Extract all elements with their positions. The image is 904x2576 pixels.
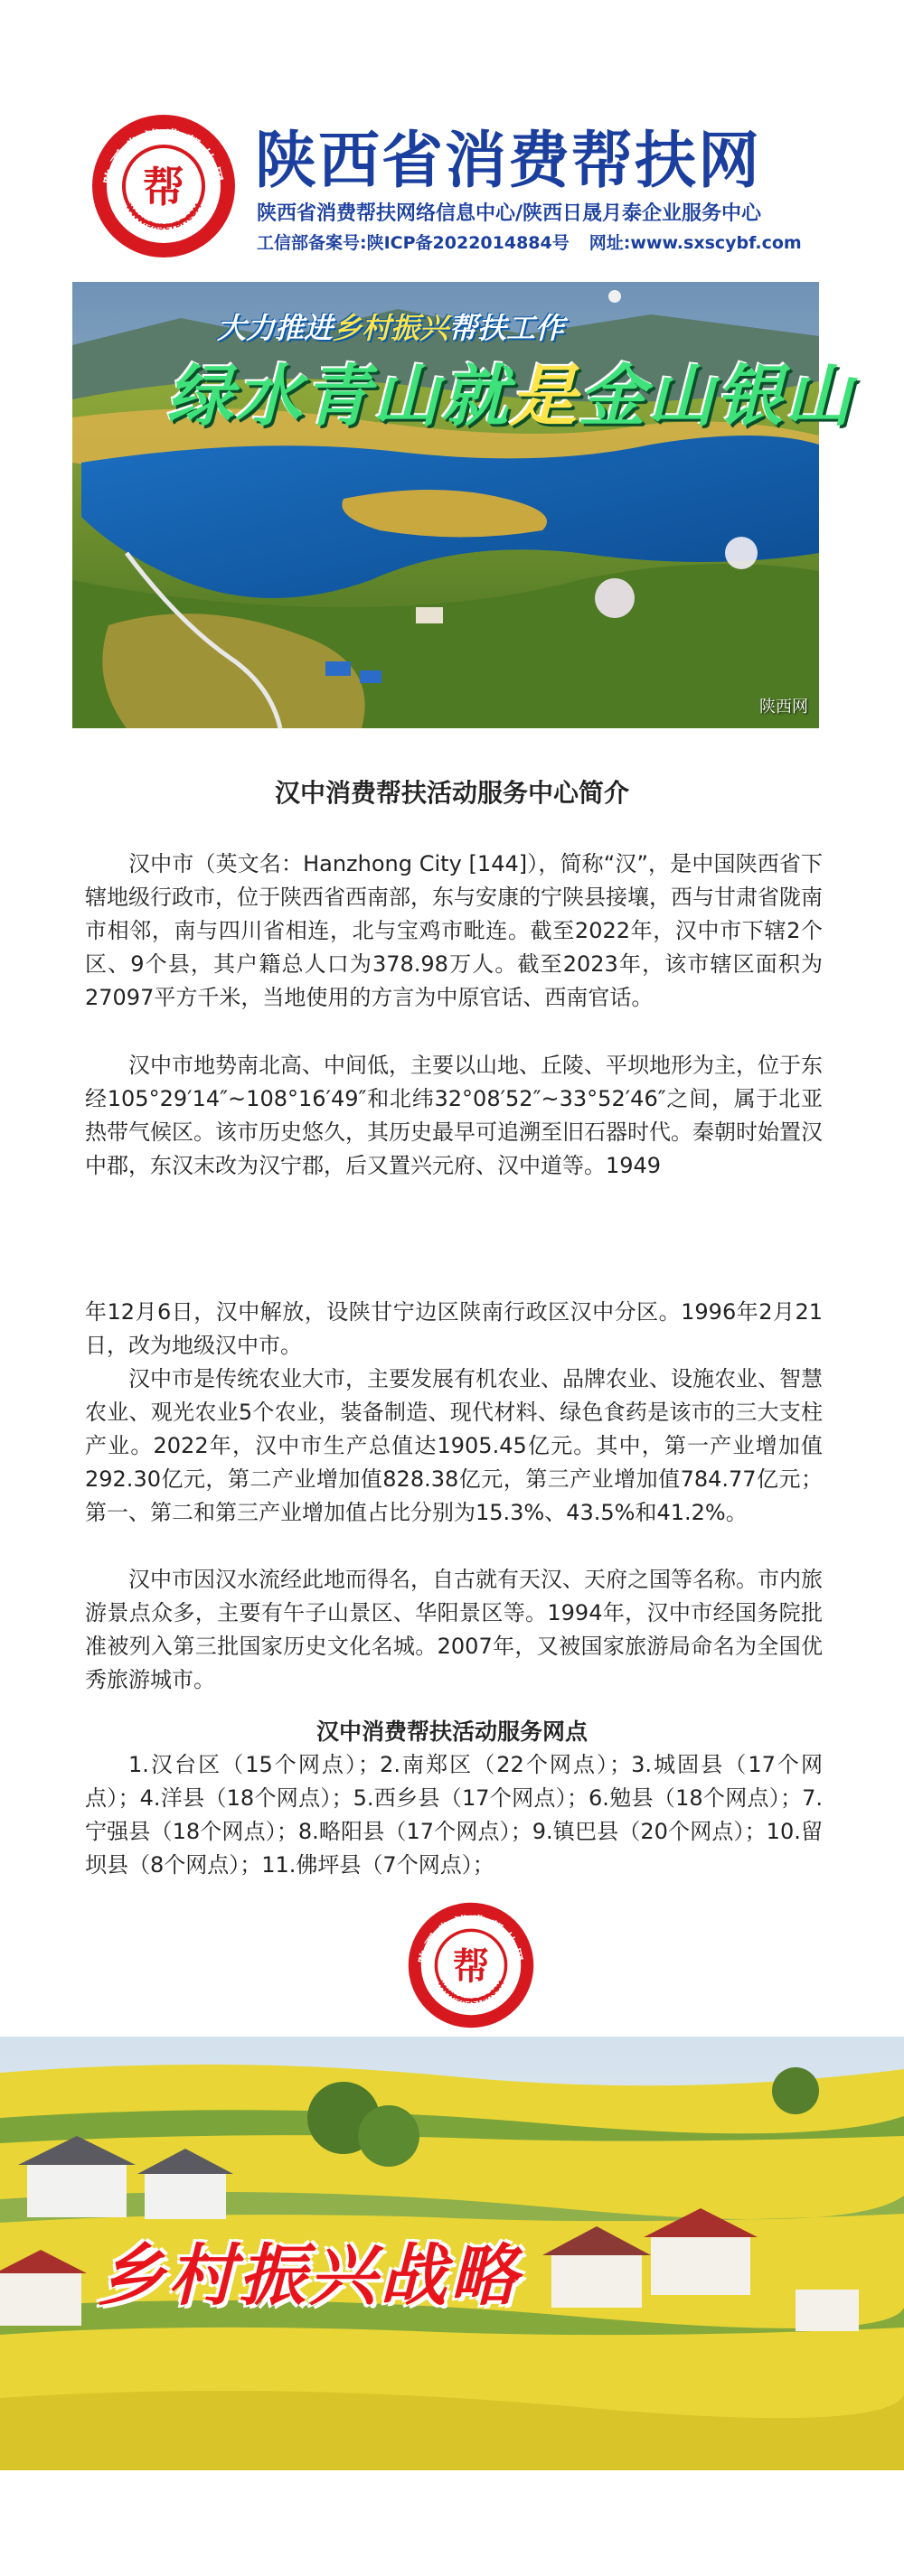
site-logo — [90, 113, 237, 259]
site-registration-line — [257, 229, 802, 254]
article-paragraph: 年12月6日，汉中解放，设陕甘宁边区陕南行政区汉中分区。1996年2月21日，改为地级汉中市。 — [85, 1299, 823, 1358]
footer-logo-center-char: 帮 — [452, 1944, 490, 1988]
website-link[interactable]: 网址:www.sxscybf.com — [589, 233, 802, 253]
banner-slogan-small — [217, 305, 564, 347]
logo-center-char: 帮 — [143, 163, 184, 211]
logo-ring-text: 陕西省消费帮扶网 — [101, 126, 226, 187]
article-paragraph: 汉中市是传统农业大市，主要发展有机农业、品牌农业、设施农业、智慧农业、观光农业5个农业，装备制造、现代材料、绿色食药是该市的三大支柱产业。2022年，汉中市生产总值达1905.45亿元。其中，第一产业增加值292.30亿元，第二产业增加值828.38亿元，第三产业增加值784.77亿元；第一、第二和第三产业增加值占比分别为15.3%、43.5%和41.2%。 — [85, 1366, 823, 1525]
logo-url-text: WWW.SXSCYBF.COM — [123, 202, 204, 233]
footer-slogan: 乡村振兴战略 — [98, 2237, 521, 2315]
banner-slogan-big-part1: 绿水青山就 — [166, 358, 510, 436]
site-subtitle: 陕西省消费帮扶网络信息中心/陕西日晟月泰企业服务中心 — [257, 202, 762, 225]
banner-slogan-big-highlight: 是 — [510, 358, 579, 436]
footer-logo-ring-text: 陕西省消费帮扶网 — [416, 1912, 526, 1966]
top-banner-image — [72, 282, 853, 728]
footer-logo — [407, 1901, 535, 2029]
outlets-heading: 汉中消费帮扶活动服务网点 — [315, 1719, 588, 1745]
article-paragraph: 汉中市地势南北高、中间低，主要以山地、丘陵、平坝地形为主，位于东经105°29′14″~108°16′49″和北纬32°08′52″~33°52′46″之间，属于北亚热带气候区。该市历史悠久，其历史最早可追溯至旧石器时代。秦朝时始置汉中郡，东汉末改为汉宁郡，后又置兴元府、汉中道等。1949 — [85, 1053, 823, 1178]
banner-slogan-small-highlight: 乡村振兴 — [333, 311, 449, 345]
banner-slogan-small-part1: 大力推进 — [217, 311, 334, 345]
banner-slogan-big-part2: 金山银山 — [579, 358, 853, 436]
site-title: 陕西省消费帮扶网 — [255, 126, 762, 197]
article-paragraph: 汉中市（英文名：Hanzhong City [144]），简称“汉”，是中国陕西省下辖地级行政市，位于陕西省西南部，东与安康的宁陕县接壤，西与甘肃省陇南市相邻，南与四川省相连，北与宝鸡市毗连。截至2022年，汉中市下辖2个区、9个县，其户籍总人口为378.98万人。截至2023年，该市辖区面积为27097平方千米，当地使用的方言为中原官话、西南官话。 — [85, 851, 823, 1010]
page-header — [0, 0, 904, 271]
outlets-list: 1.汉台区（15个网点）；2.南郑区（22个网点）；3.城固县（17个网点）；4.洋县（18个网点）；5.西乡县（17个网点）；6.勉县（18个网点）；7.宁强县（18个网点）；8.略阳县（17个网点）；9.镇巴县（20个网点）；10.留坝县（8个网点）；11.佛坪县（7个网点）； — [85, 1752, 823, 1878]
icp-registration: 工信部备案号:陕ICP备2022014884号 — [257, 233, 570, 253]
footer-banner-image — [0, 2037, 904, 2470]
article-title: 汉中消费帮扶活动服务中心简介 — [274, 778, 629, 808]
banner-slogan-big — [166, 343, 853, 439]
banner-slogan-small-part2: 帮扶工作 — [448, 311, 565, 345]
article-paragraph: 汉中市因汉水流经此地而得名，自古就有天汉、天府之国等名称。市内旅游景点众多，主要有午子山景区、华阳景区等。1994年，汉中市经国务院批准被列入第三批国家历史文化名城。2007年，又被国家旅游局命名为全国优秀旅游城市。 — [85, 1567, 823, 1692]
banner-watermark: 陕西网 — [759, 698, 808, 717]
footer-logo-url-text: WWW.SXSCYBF.COM — [436, 1979, 506, 2006]
